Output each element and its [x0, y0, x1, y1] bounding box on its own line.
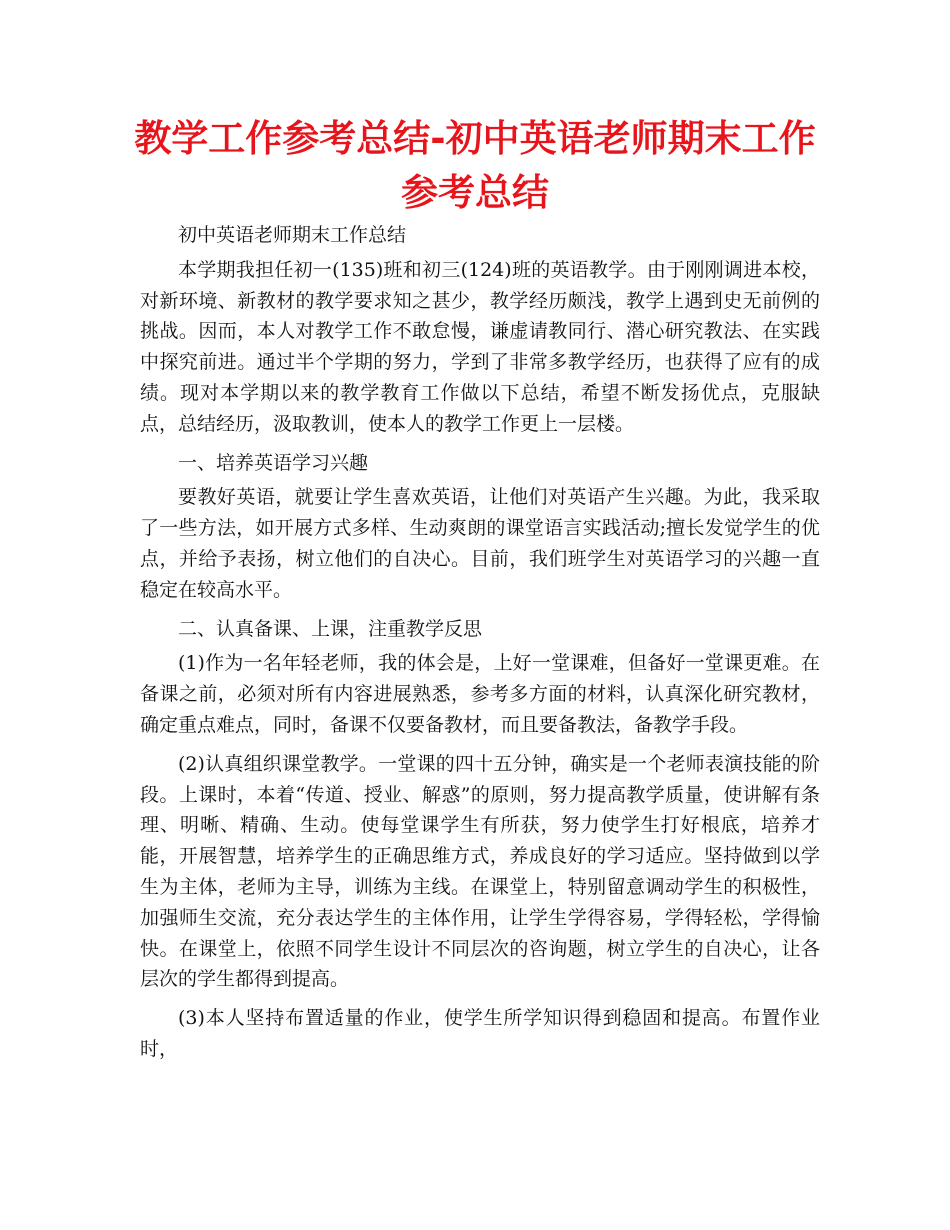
document-body — [140, 220, 820, 1065]
document-title: 教学工作参考总结-初中英语老师期末工作参考总结 — [134, 117, 816, 214]
paragraph-point-1: (1)作为一名年轻老师，我的体会是，上好一堂课难，但备好一堂课更难。在备课之前，必须对所有内容进展熟悉，参考多方面的材料，认真深化研究教材，确定重点难点，同时，备课不仅要备教材，而且要备教法，备教学手段。 — [140, 652, 820, 736]
section-heading-2: 二、认真备课、上课，注重教学反思 — [178, 617, 483, 640]
paragraph-point-2: (2)认真组织课堂教学。一堂课的四十五分钟，确实是一个老师表演技能的阶段。上课时，本着“传道、授业、解惑”的原则，努力提高教学质量，使讲解有条理、明晰、精确、生动。使每堂课学生有所获，努力使学生打好根底，培养才能，开展智慧，培养学生的正确思维方式，养成良好的学习适应。坚持做到以学生为主体，老师为主导，训练为主线。在课堂上，特别留意调动学生的积极性，加强师生交流，充分表达学生的主体作用，让学生学得容易，学得轻松，学得愉快。在课堂上，依照不同学生设计不同层次的咨询题，树立学生的自决心，让各层次的学生都得到提高。 — [140, 752, 820, 991]
paragraph-point-3: (3)本人坚持布置适量的作业，使学生所学知识得到稳固和提高。布置作业时， — [140, 1007, 820, 1060]
paragraph-subtitle: 初中英语老师期末工作总结 — [178, 224, 407, 246]
paragraph-interest: 要教好英语，就要让学生喜欢英语，让他们对英语产生兴趣。为此，我采取了一些方法，如开展方式多样、生动爽朗的课堂语言实践活动;擅长发觉学生的优点，并给予表扬，树立他们的自决心。目前，我们班学生对英语学习的兴趣一直稳定在较高水平。 — [140, 486, 820, 601]
section-heading-1: 一、培养英语学习兴趣 — [178, 451, 369, 474]
paragraph-intro: 本学期我担任初一(135)班和初三(124)班的英语教学。由于刚刚调进本校，对新环境、新教材的教学要求知之甚少，教学经历颇浅，教学上遇到史无前例的挑战。因而，本人对教学工作不敢怠慢，谦虚请教同行、潜心研究教法、在实践中探究前进。通过半个学期的努力，学到了非常多教学经历，也获得了应有的成绩。现对本学期以来的教学教育工作做以下总结，希望不断发扬优点，克服缺点，总结经历，汲取教训，使本人的教学工作更上一层楼。 — [140, 258, 820, 435]
